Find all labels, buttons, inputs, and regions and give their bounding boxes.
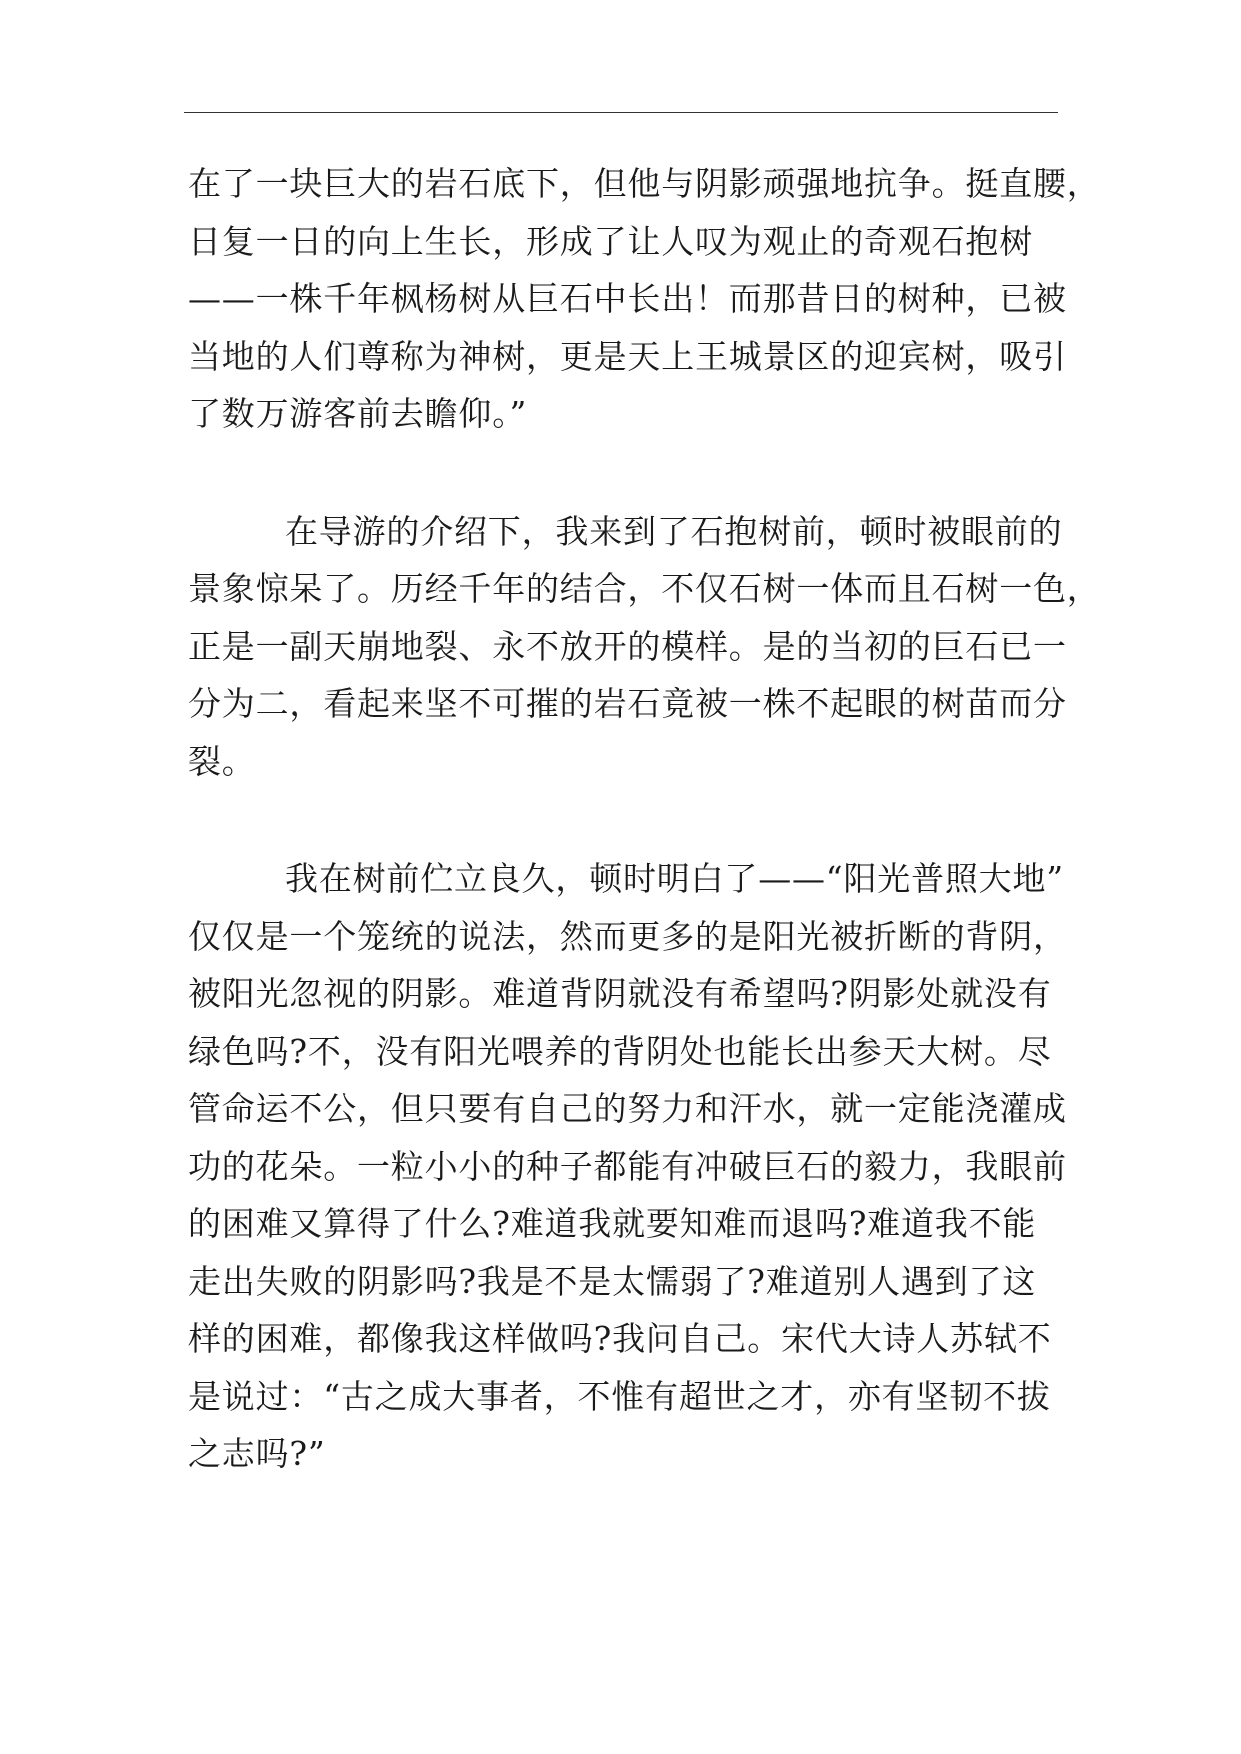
paragraph-3 [188,850,1067,1483]
paragraph-line: 被阳光忽视的阴影。难道背阴就没有希望吗?阴影处就没有 [188,974,1052,1013]
paragraph-line: 在了一块巨大的岩石底下，但他与阴影顽强地抗争。挺直腰， [188,164,1101,203]
paragraph-first-line: 我在树前伫立良久，顿时明白了——“阳光普照大地” [285,859,1064,898]
paragraph-line: 是说过：“古之成大事者，不惟有超世之才，亦有坚韧不拔 [188,1376,1051,1416]
paragraph-line: 裂。 [188,741,256,781]
paragraph-line: 管命运不公，但只要有自己的努力和汗水，就一定能浇灌成 [188,1089,1067,1128]
paragraph-line: 当地的人们尊称为神树，更是天上王城景区的迎宾树，吸引 [188,336,1067,376]
paragraph-line: 绿色吗?不，没有阳光喂养的背阴处也能长出参天大树。尽 [188,1031,1052,1071]
paragraph-gap [188,443,1058,503]
paragraph-line: 景象惊呆了。历经千年的结合，不仅石树一体而且石树一色， [188,569,1101,608]
paragraph-line: 样的困难，都像我这样做吗?我问自己。宋代大诗人苏轼不 [188,1319,1052,1358]
paragraph-line: 仅仅是一个笼统的说法，然而更多的是阳光被折断的背阴， [188,916,1067,956]
paragraph-line: 功的花朵。一粒小小的种子都能有冲破巨石的毅力，我眼前 [188,1146,1067,1186]
paragraph-gap [188,790,1058,850]
paragraph-line: 走出失败的阴影吗?我是不是太懦弱了?难道别人遇到了这 [188,1261,1037,1301]
paragraph-2 [188,503,1101,791]
document-body [188,155,1101,1483]
paragraph-line: 的困难又算得了什么?难道我就要知难而退吗?难道我不能 [188,1204,1037,1243]
paragraph-first-line: 在导游的介绍下，我来到了石抱树前，顿时被眼前的 [285,511,1063,551]
paragraph-line: 之志吗?” [188,1434,326,1473]
paragraph-line: 日复一日的向上生长，形成了让人叹为观止的奇观石抱树 [188,221,1033,261]
paragraph-line: 分为二，看起来坚不可摧的岩石竟被一株不起眼的树苗而分 [188,684,1067,723]
paragraph-line: ——一株千年枫杨树从巨石中长出！而那昔日的树种，已被 [188,279,1067,318]
paragraph-1 [188,155,1101,443]
header-rule [184,112,1058,113]
paragraph-line: 正是一副天崩地裂、永不放开的模样。是的当初的巨石已一 [188,626,1067,666]
paragraph-line: 了数万游客前去瞻仰。” [188,394,528,433]
